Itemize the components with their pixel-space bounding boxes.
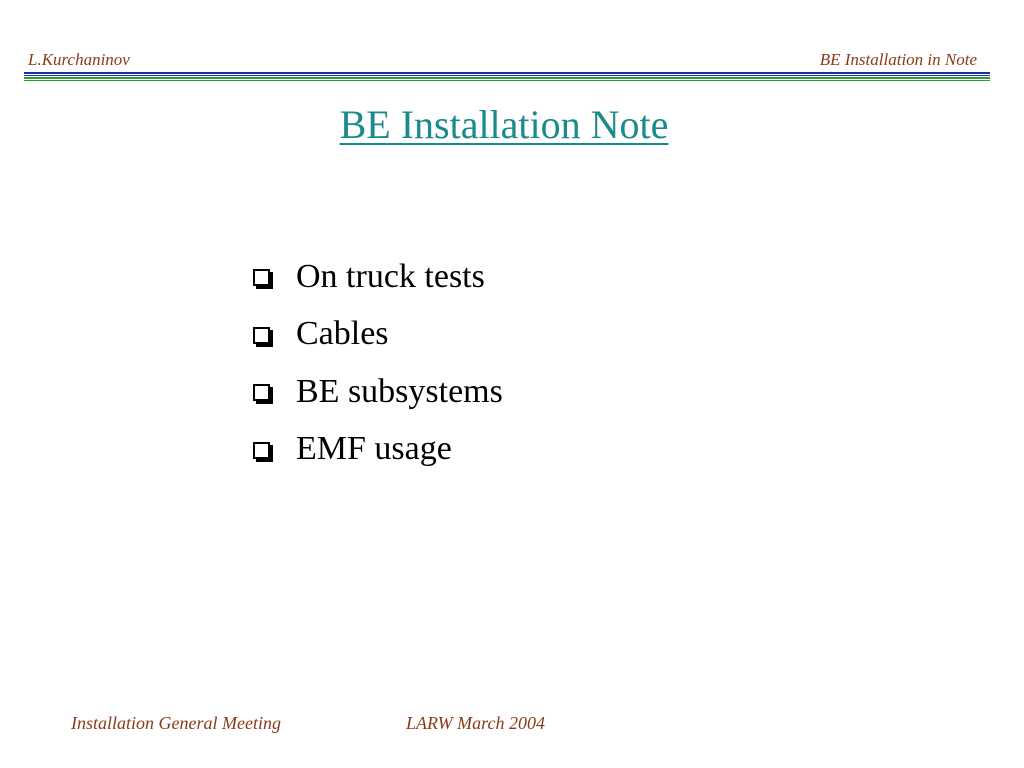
bullet-item-on-truck-tests bbox=[253, 248, 503, 306]
bullet-item-emf-usage bbox=[253, 421, 503, 479]
header-rule-blue-thin bbox=[24, 75, 990, 76]
checkbox-bullet-icon bbox=[253, 327, 270, 344]
header-rule-green bbox=[24, 77, 990, 79]
slide-title: BE Installation Note bbox=[339, 102, 669, 147]
checkbox-bullet-icon bbox=[253, 442, 270, 459]
checkbox-bullet-icon bbox=[253, 269, 270, 286]
header-rule-blue bbox=[24, 72, 990, 74]
checkbox-bullet-icon bbox=[253, 384, 270, 401]
bullet-list bbox=[253, 248, 503, 478]
header-rule-green-thin bbox=[24, 80, 990, 81]
bullet-label: BE subsystems bbox=[296, 372, 503, 410]
footer-meeting: Installation General Meeting bbox=[71, 713, 281, 733]
bullet-item-cables bbox=[253, 306, 503, 364]
bullet-label: Cables bbox=[296, 315, 389, 353]
bullet-label: EMF usage bbox=[296, 430, 452, 468]
bullet-label: On truck tests bbox=[296, 257, 485, 295]
bullet-item-be-subsystems bbox=[253, 363, 503, 421]
header-slide-topic: BE Installation in Note bbox=[819, 50, 977, 69]
header-author: L.Kurchaninov bbox=[28, 50, 130, 69]
footer-event: LARW March 2004 bbox=[406, 713, 545, 733]
